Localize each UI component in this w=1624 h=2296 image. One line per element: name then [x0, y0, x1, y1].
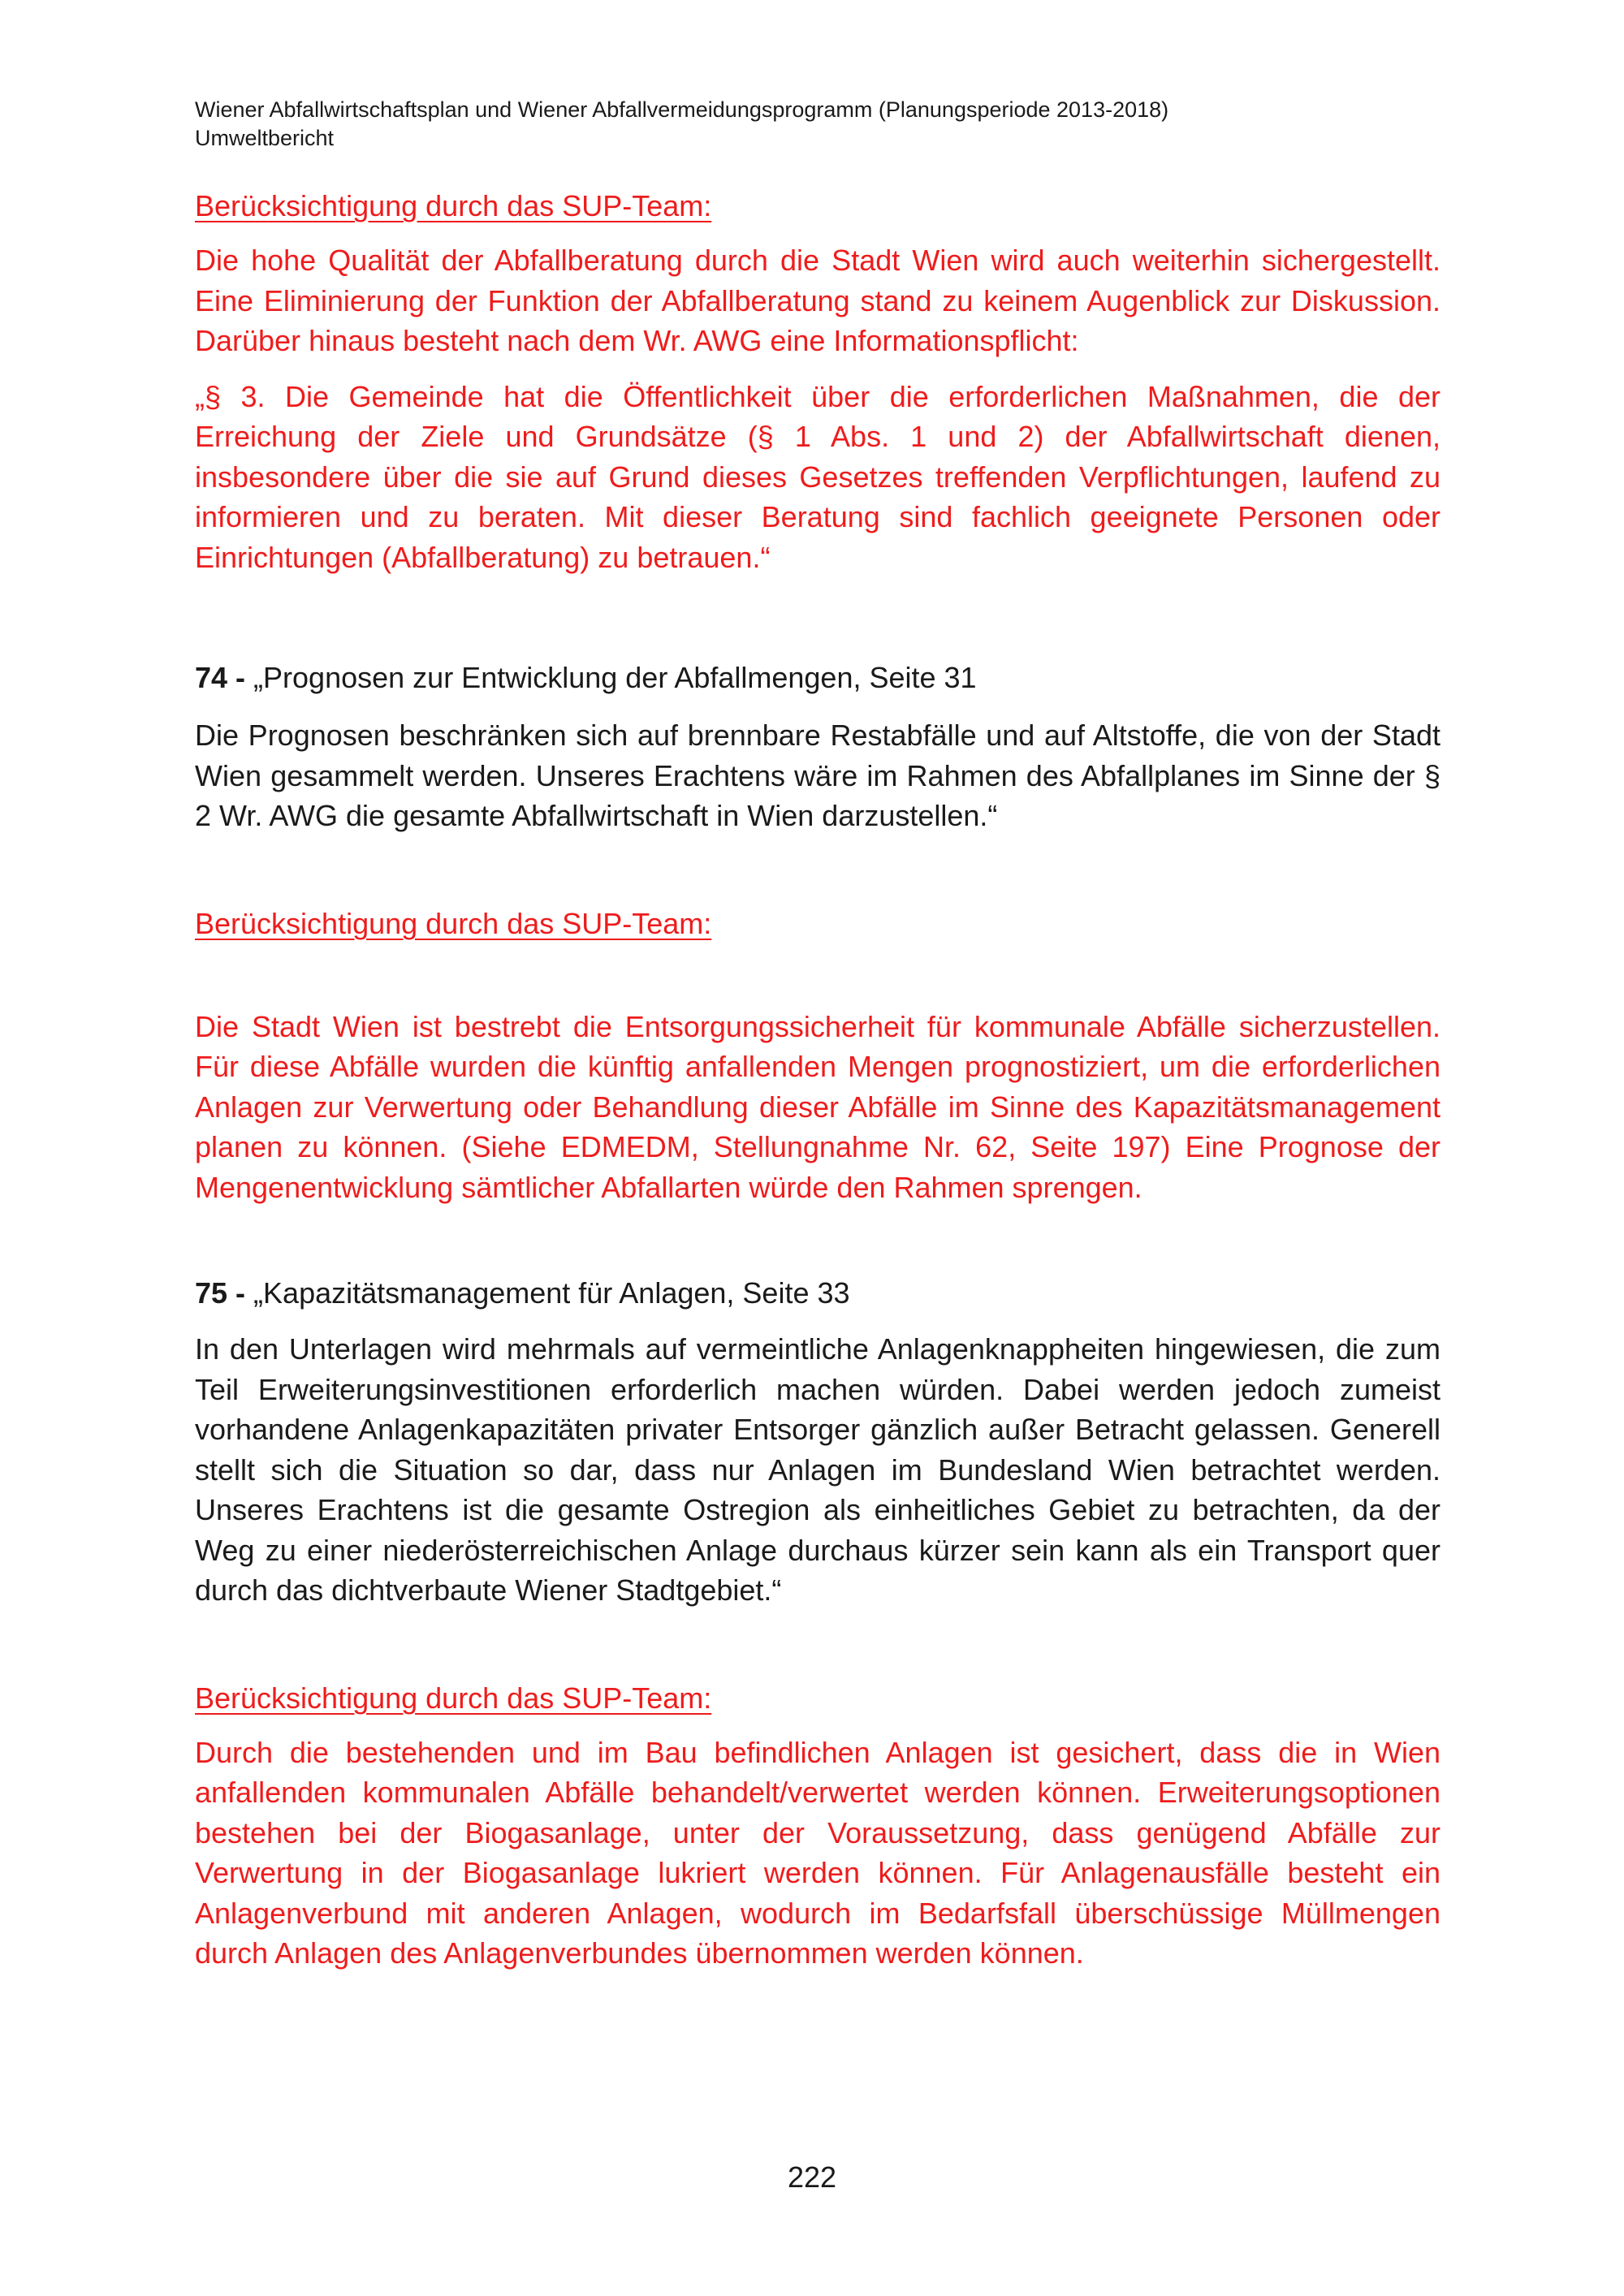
item-75-title: „Kapazitätsmanagement für Anlagen, Seite 33	[245, 1276, 850, 1310]
response-heading-2: Berücksichtigung durch das SUP-Team:	[195, 906, 712, 940]
response-heading-3: Berücksichtigung durch das SUP-Team:	[195, 1681, 712, 1715]
item-74-heading	[195, 660, 1440, 696]
item-75-number: 75 -	[195, 1276, 246, 1310]
response-heading-1: Berücksichtigung durch das SUP-Team:	[195, 189, 712, 222]
item-74-number: 74 -	[195, 661, 246, 694]
item-75-heading	[195, 1275, 1440, 1311]
page-content	[195, 96, 1440, 1974]
response-1-paragraph-1: Die hohe Qualität der Abfallberatung durch die Stadt Wien wird auch weiterhin sichergestellt. Eine Eliminierung der Funktion der Abfallberatung stand zu keinem Augenblick zur Diskussion. Darüber hinaus besteht nach dem Wr. AWG eine Informationspflicht:	[195, 244, 1440, 357]
response-3-paragraph: Durch die bestehenden und im Bau befindlichen Anlagen ist gesichert, dass die in Wien anfallenden kommunalen Abfälle behandelt/verwertet werden können. Erweiterungsoptionen bestehen bei der Biogasanlage, unter der Voraussetzung, dass genügend Abfälle zur Verwertung in der Biogasanlage lukriert werden können. Für Anlagenausfälle besteht ein Anlagenverbund mit anderen Anlagen, wodurch im Bedarfsfall überschüssige Müllmengen durch Anlagen des Anlagenverbundes übernommen werden können.	[195, 1735, 1440, 1970]
running-header-subtitle: Umweltbericht	[195, 126, 335, 150]
response-2-paragraph: Die Stadt Wien ist bestrebt die Entsorgungssicherheit für kommunale Abfälle sicherzustellen. Für diese Abfälle wurden die künftig anfallenden Mengen prognostiziert, um die erforderlichen Anlagen zur Verwertung oder Behandlung dieser Abfälle im Sinne des Kapazitätsmanagement planen zu können. (Siehe EDMEDM, Stellungnahme Nr. 62, Seite 197) Eine Prognose der Mengenentwicklung sämtlicher Abfallarten würde den Rahmen sprengen.	[195, 1009, 1440, 1204]
page-number: 222	[787, 2160, 837, 2194]
item-74-title: „Prognosen zur Entwicklung der Abfallmengen, Seite 31	[245, 661, 977, 694]
item-75-paragraph: In den Unterlagen wird mehrmals auf vermeintliche Anlagenknappheiten hingewiesen, die zum Teil Erweiterungsinvestitionen erforderlich machen würden. Dabei werden jedoch zumeist vorhandene Anlagenkapazitäten privater Entsorger gänzlich außer Betracht gelassen. Generell stellt sich die Situation so dar, dass nur Anlagen im Bundesland Wien betrachtet werden. Unseres Erachtens ist die gesamte Ostregion als einheitliches Gebiet zu betrachten, da der Weg zu einer niederösterreichischen Anlage durchaus kürzer sein kann als ein Transport quer durch das dichtverbaute Wiener Stadtgebiet.“	[195, 1332, 1440, 1607]
response-1-paragraph-2: „§ 3. Die Gemeinde hat die Öffentlichkeit über die erforderlichen Maßnahmen, die der Erreichung der Ziele und Grundsätze (§ 1 Abs. 1 und 2) der Abfallwirtschaft dienen, insbesondere über die sie auf Grund dieses Gesetzes treffenden Verpflichtungen, laufend zu informieren und zu beraten. Mit dieser Beratung sind fachlich geeignete Personen oder Einrichtungen (Abfallberatung) zu betrauen.“	[195, 379, 1440, 574]
item-74-paragraph: Die Prognosen beschränken sich auf brennbare Restabfälle und auf Altstoffe, die von der Stadt Wien gesammelt werden. Unseres Erachtens wäre im Rahmen des Abfallplanes im Sinne der § 2 Wr. AWG die gesamte Abfallwirtschaft in Wien darzustellen.“	[195, 719, 1440, 832]
running-header-title: Wiener Abfallwirtschaftsplan und Wiener Abfallvermeidungsprogramm (Planungsperiode 2013-2018)	[195, 97, 1169, 122]
